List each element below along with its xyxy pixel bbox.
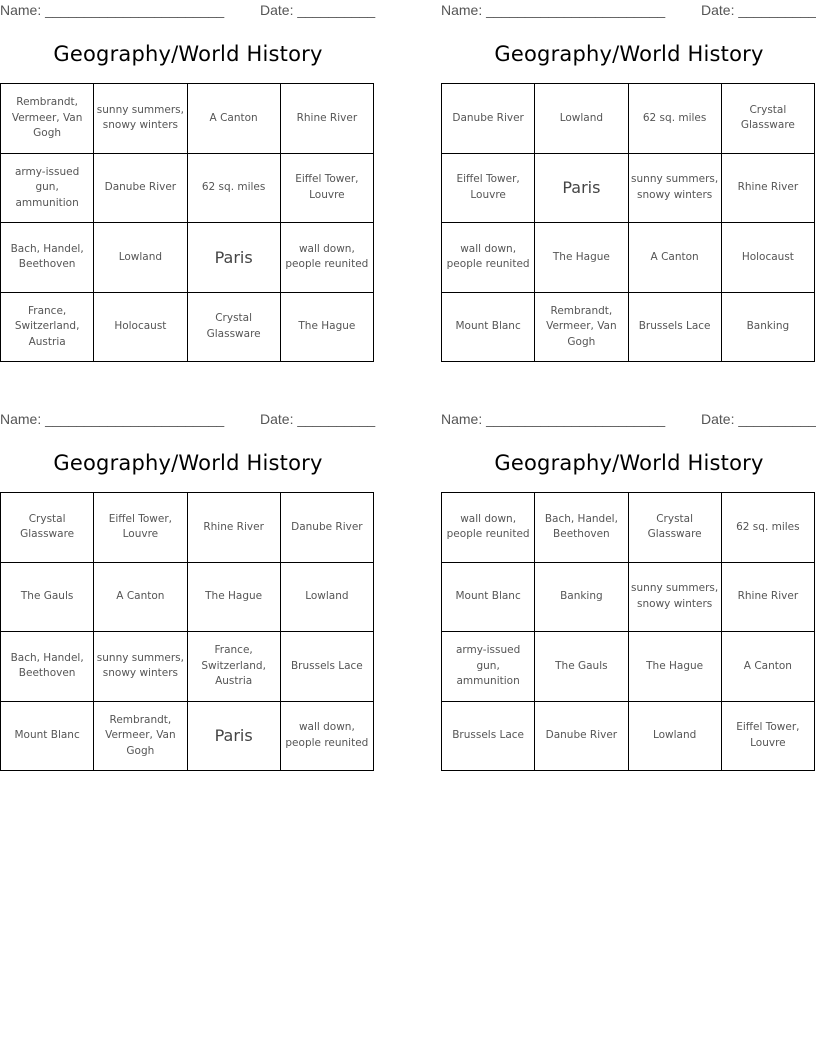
grid-row: [1, 562, 374, 632]
bingo-grid: [0, 492, 374, 771]
grid-cell: Bach, Handel, Beethoven: [1, 223, 94, 293]
date-field-label: Date: __________: [260, 411, 376, 427]
date-field-label: Date: __________: [701, 2, 816, 18]
grid-cell: A Canton: [94, 562, 187, 632]
bingo-card-3: [0, 409, 376, 757]
name-field-label: Name: _______________________: [441, 2, 666, 18]
grid-row: [442, 632, 815, 702]
name-field-label: Name: _______________________: [441, 411, 666, 427]
name-date-line: [441, 0, 816, 22]
grid-cell: Mount Blanc: [442, 562, 535, 632]
grid-cell: Brussels Lace: [628, 292, 721, 362]
grid-cell: Eiffel Tower, Louvre: [721, 701, 814, 771]
card-title: Geography/World History: [53, 451, 323, 475]
grid-cell: sunny summers, snowy winters: [628, 153, 721, 223]
grid-cell: 62 sq. miles: [628, 84, 721, 154]
grid-cell-free: Paris: [187, 223, 280, 293]
grid-cell: Crystal Glassware: [721, 84, 814, 154]
grid-cell: The Gauls: [535, 632, 628, 702]
date-field-label: Date: __________: [701, 411, 816, 427]
grid-cell: The Hague: [628, 632, 721, 702]
card-title: Geography/World History: [494, 451, 764, 475]
grid-cell: Lowland: [94, 223, 187, 293]
grid-cell: army-issued gun, ammunition: [442, 632, 535, 702]
bingo-card-1: [0, 0, 376, 348]
grid-cell: France, Switzerland, Austria: [1, 292, 94, 362]
grid-cell: Rhine River: [721, 153, 814, 223]
grid-cell: Rhine River: [187, 493, 280, 563]
grid-cell: army-issued gun, ammunition: [1, 153, 94, 223]
grid-cell: Lowland: [280, 562, 373, 632]
name-date-line: [0, 0, 376, 22]
grid-cell: 62 sq. miles: [721, 493, 814, 563]
name-date-line: [441, 409, 816, 431]
grid-cell: Danube River: [94, 153, 187, 223]
grid-cell: A Canton: [628, 223, 721, 293]
grid-row: [442, 153, 815, 223]
grid-cell: Danube River: [442, 84, 535, 154]
grid-cell: Rembrandt, Vermeer, Van Gogh: [1, 84, 94, 154]
grid-cell: The Hague: [280, 292, 373, 362]
grid-cell-free: Paris: [535, 153, 628, 223]
grid-cell: wall down, people reunited: [442, 223, 535, 293]
grid-cell: Danube River: [535, 701, 628, 771]
grid-cell: Lowland: [628, 701, 721, 771]
grid-cell-free: Paris: [187, 701, 280, 771]
name-field-label: Name: _______________________: [0, 2, 225, 18]
grid-cell: Lowland: [535, 84, 628, 154]
grid-row: [442, 701, 815, 771]
grid-row: [1, 632, 374, 702]
name-field-label: Name: _______________________: [0, 411, 225, 427]
grid-cell: sunny summers, snowy winters: [94, 632, 187, 702]
grid-cell: Holocaust: [94, 292, 187, 362]
grid-cell: Bach, Handel, Beethoven: [535, 493, 628, 563]
grid-cell: wall down, people reunited: [280, 701, 373, 771]
grid-cell: The Hague: [535, 223, 628, 293]
grid-cell: sunny summers, snowy winters: [628, 562, 721, 632]
grid-cell: Bach, Handel, Beethoven: [1, 632, 94, 702]
grid-cell: France, Switzerland, Austria: [187, 632, 280, 702]
grid-row: [1, 153, 374, 223]
date-field-label: Date: __________: [260, 2, 376, 18]
grid-row: [1, 84, 374, 154]
grid-cell: Holocaust: [721, 223, 814, 293]
grid-cell: Brussels Lace: [442, 701, 535, 771]
grid-cell: wall down, people reunited: [442, 493, 535, 563]
grid-cell: Mount Blanc: [1, 701, 94, 771]
grid-cell: 62 sq. miles: [187, 153, 280, 223]
grid-row: [1, 292, 374, 362]
bingo-card-2: [441, 0, 816, 348]
card-title: Geography/World History: [53, 42, 323, 66]
bingo-grid: [0, 83, 374, 362]
grid-cell: Crystal Glassware: [628, 493, 721, 563]
grid-cell: Crystal Glassware: [1, 493, 94, 563]
grid-cell: Rembrandt, Vermeer, Van Gogh: [94, 701, 187, 771]
grid-cell: Eiffel Tower, Louvre: [442, 153, 535, 223]
bingo-card-4: [441, 409, 816, 749]
grid-row: [442, 493, 815, 563]
grid-cell: Eiffel Tower, Louvre: [94, 493, 187, 563]
grid-cell: Banking: [721, 292, 814, 362]
grid-cell: Rhine River: [280, 84, 373, 154]
bingo-grid: [441, 83, 815, 362]
grid-row: [442, 562, 815, 632]
grid-cell: Eiffel Tower, Louvre: [280, 153, 373, 223]
grid-row: [1, 493, 374, 563]
grid-cell: Danube River: [280, 493, 373, 563]
grid-cell: Mount Blanc: [442, 292, 535, 362]
grid-row: [1, 223, 374, 293]
grid-cell: Rembrandt, Vermeer, Van Gogh: [535, 292, 628, 362]
grid-row: [1, 701, 374, 771]
grid-cell: A Canton: [187, 84, 280, 154]
grid-cell: A Canton: [721, 632, 814, 702]
name-date-line: [0, 409, 376, 431]
grid-cell: sunny summers, snowy winters: [94, 84, 187, 154]
grid-cell: Brussels Lace: [280, 632, 373, 702]
grid-row: [442, 292, 815, 362]
grid-cell: Rhine River: [721, 562, 814, 632]
card-title: Geography/World History: [494, 42, 764, 66]
grid-cell: wall down, people reunited: [280, 223, 373, 293]
grid-cell: Banking: [535, 562, 628, 632]
grid-row: [442, 223, 815, 293]
grid-cell: Crystal Glassware: [187, 292, 280, 362]
grid-cell: The Hague: [187, 562, 280, 632]
bingo-grid: [441, 492, 815, 771]
grid-cell: The Gauls: [1, 562, 94, 632]
grid-row: [442, 84, 815, 154]
